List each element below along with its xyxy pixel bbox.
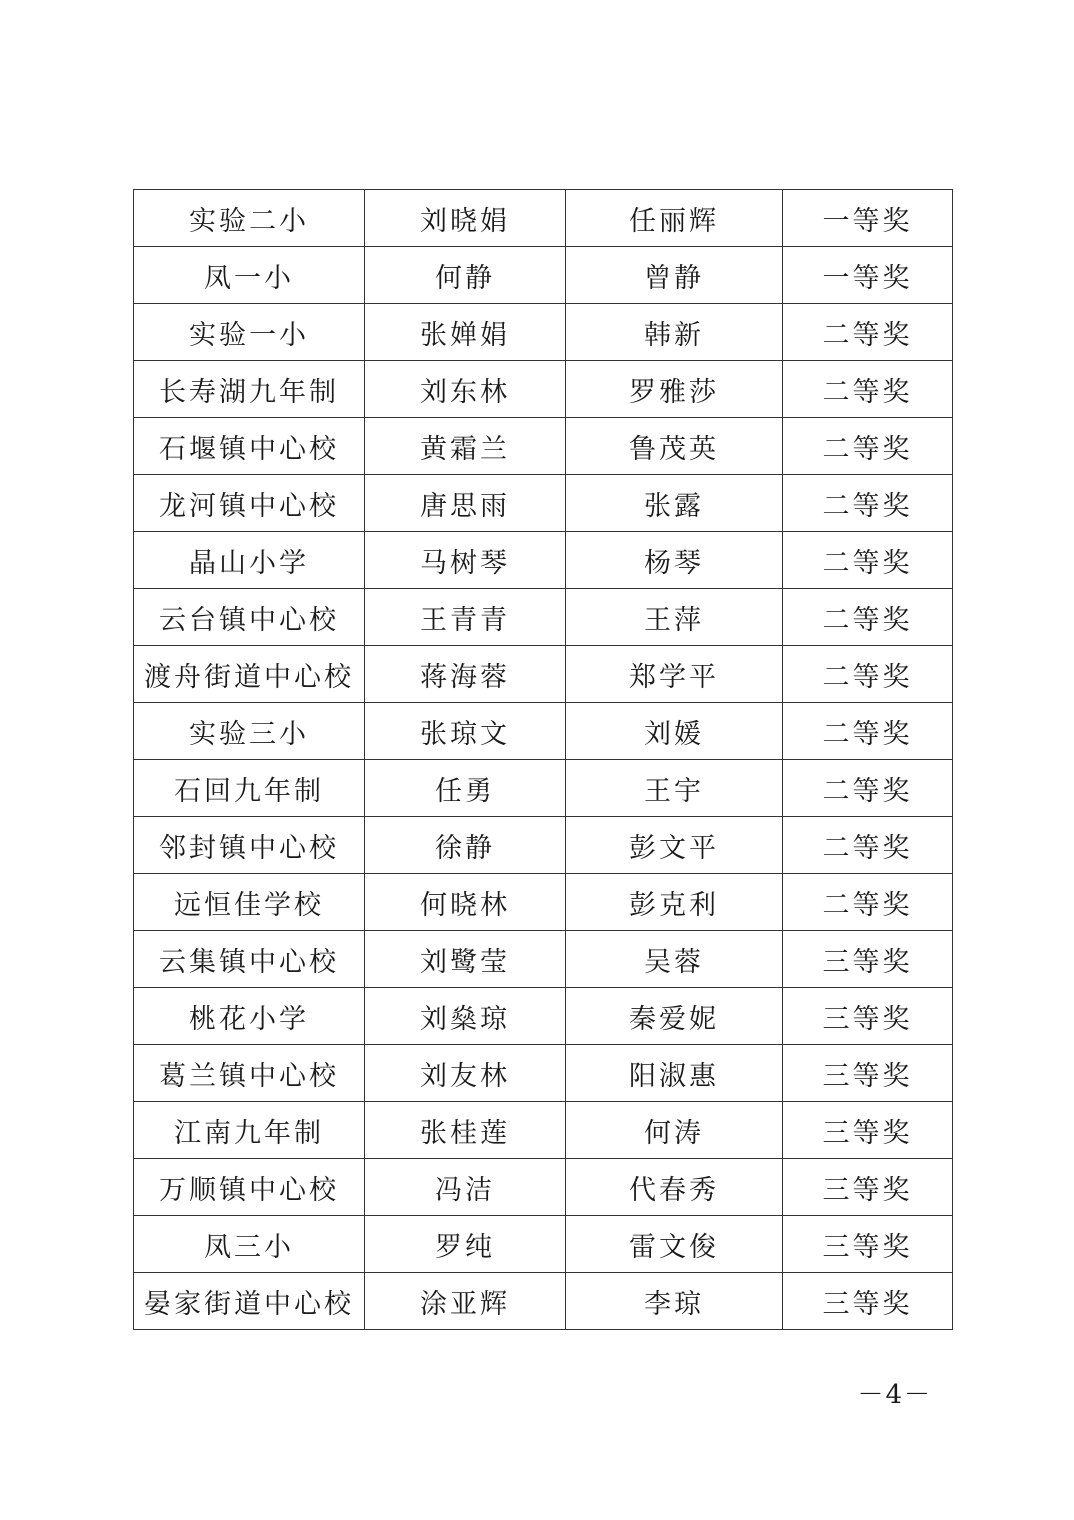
award-cell: 二等奖 xyxy=(783,760,953,817)
teacher-cell: 张婵娟 xyxy=(365,304,566,361)
school-cell: 凤一小 xyxy=(134,247,365,304)
school-cell: 远恒佳学校 xyxy=(134,874,365,931)
teacher-cell: 刘媛 xyxy=(566,703,783,760)
teacher-cell: 张桂莲 xyxy=(365,1102,566,1159)
school-cell: 万顺镇中心校 xyxy=(134,1159,365,1216)
teacher-cell: 黄霜兰 xyxy=(365,418,566,475)
teacher-cell: 阳淑惠 xyxy=(566,1045,783,1102)
award-cell: 三等奖 xyxy=(783,988,953,1045)
award-cell: 一等奖 xyxy=(783,190,953,247)
school-cell: 渡舟街道中心校 xyxy=(134,646,365,703)
teacher-cell: 王宇 xyxy=(566,760,783,817)
teacher-cell: 唐思雨 xyxy=(365,475,566,532)
award-cell: 三等奖 xyxy=(783,1045,953,1102)
table-row xyxy=(134,760,953,817)
table-row xyxy=(134,1216,953,1273)
school-cell: 龙河镇中心校 xyxy=(134,475,365,532)
teacher-cell: 吴蓉 xyxy=(566,931,783,988)
table-row xyxy=(134,589,953,646)
table-row xyxy=(134,247,953,304)
table-row xyxy=(134,1159,953,1216)
table-row xyxy=(134,304,953,361)
award-table xyxy=(133,189,953,1330)
teacher-cell: 鲁茂英 xyxy=(566,418,783,475)
teacher-cell: 罗纯 xyxy=(365,1216,566,1273)
table-row xyxy=(134,190,953,247)
teacher-cell: 代春秀 xyxy=(566,1159,783,1216)
teacher-cell: 何晓林 xyxy=(365,874,566,931)
teacher-cell: 徐静 xyxy=(365,817,566,874)
teacher-cell: 雷文俊 xyxy=(566,1216,783,1273)
table-row xyxy=(134,988,953,1045)
table-row xyxy=(134,1273,953,1330)
table-row xyxy=(134,874,953,931)
school-cell: 云台镇中心校 xyxy=(134,589,365,646)
school-cell: 江南九年制 xyxy=(134,1102,365,1159)
school-cell: 晏家街道中心校 xyxy=(134,1273,365,1330)
teacher-cell: 何涛 xyxy=(566,1102,783,1159)
teacher-cell: 张露 xyxy=(566,475,783,532)
table-row xyxy=(134,475,953,532)
award-cell: 二等奖 xyxy=(783,817,953,874)
school-cell: 长寿湖九年制 xyxy=(134,361,365,418)
award-cell: 二等奖 xyxy=(783,703,953,760)
table-row xyxy=(134,817,953,874)
award-cell: 二等奖 xyxy=(783,304,953,361)
teacher-cell: 刘友林 xyxy=(365,1045,566,1102)
award-cell: 二等奖 xyxy=(783,646,953,703)
teacher-cell: 刘鹭莹 xyxy=(365,931,566,988)
school-cell: 云集镇中心校 xyxy=(134,931,365,988)
teacher-cell: 杨琴 xyxy=(566,532,783,589)
award-cell: 二等奖 xyxy=(783,361,953,418)
award-cell: 三等奖 xyxy=(783,1273,953,1330)
award-cell: 三等奖 xyxy=(783,931,953,988)
award-cell: 二等奖 xyxy=(783,475,953,532)
teacher-cell: 韩新 xyxy=(566,304,783,361)
school-cell: 石回九年制 xyxy=(134,760,365,817)
school-cell: 实验三小 xyxy=(134,703,365,760)
teacher-cell: 郑学平 xyxy=(566,646,783,703)
table-row xyxy=(134,1045,953,1102)
teacher-cell: 涂亚辉 xyxy=(365,1273,566,1330)
school-cell: 凤三小 xyxy=(134,1216,365,1273)
teacher-cell: 何静 xyxy=(365,247,566,304)
teacher-cell: 李琼 xyxy=(566,1273,783,1330)
table-row xyxy=(134,931,953,988)
school-cell: 石堰镇中心校 xyxy=(134,418,365,475)
award-cell: 三等奖 xyxy=(783,1102,953,1159)
award-cell: 二等奖 xyxy=(783,589,953,646)
award-cell: 二等奖 xyxy=(783,532,953,589)
teacher-cell: 马树琴 xyxy=(365,532,566,589)
award-cell: 一等奖 xyxy=(783,247,953,304)
teacher-cell: 刘燊琼 xyxy=(365,988,566,1045)
award-cell: 二等奖 xyxy=(783,418,953,475)
table-row xyxy=(134,646,953,703)
teacher-cell: 刘东林 xyxy=(365,361,566,418)
school-cell: 实验二小 xyxy=(134,190,365,247)
table-row xyxy=(134,703,953,760)
table-row xyxy=(134,1102,953,1159)
table-row xyxy=(134,418,953,475)
teacher-cell: 任勇 xyxy=(365,760,566,817)
teacher-cell: 蒋海蓉 xyxy=(365,646,566,703)
school-cell: 邻封镇中心校 xyxy=(134,817,365,874)
teacher-cell: 冯洁 xyxy=(365,1159,566,1216)
teacher-cell: 彭克利 xyxy=(566,874,783,931)
teacher-cell: 彭文平 xyxy=(566,817,783,874)
teacher-cell: 曾静 xyxy=(566,247,783,304)
teacher-cell: 张琼文 xyxy=(365,703,566,760)
award-cell: 二等奖 xyxy=(783,874,953,931)
page-number: －4－ xyxy=(857,1380,932,1410)
teacher-cell: 任丽辉 xyxy=(566,190,783,247)
award-table-body xyxy=(134,190,953,1330)
school-cell: 晶山小学 xyxy=(134,532,365,589)
school-cell: 桃花小学 xyxy=(134,988,365,1045)
teacher-cell: 秦爱妮 xyxy=(566,988,783,1045)
teacher-cell: 王青青 xyxy=(365,589,566,646)
teacher-cell: 罗雅莎 xyxy=(566,361,783,418)
table-row xyxy=(134,361,953,418)
teacher-cell: 王萍 xyxy=(566,589,783,646)
award-cell: 三等奖 xyxy=(783,1216,953,1273)
school-cell: 葛兰镇中心校 xyxy=(134,1045,365,1102)
school-cell: 实验一小 xyxy=(134,304,365,361)
teacher-cell: 刘晓娟 xyxy=(365,190,566,247)
award-cell: 三等奖 xyxy=(783,1159,953,1216)
table-row xyxy=(134,532,953,589)
